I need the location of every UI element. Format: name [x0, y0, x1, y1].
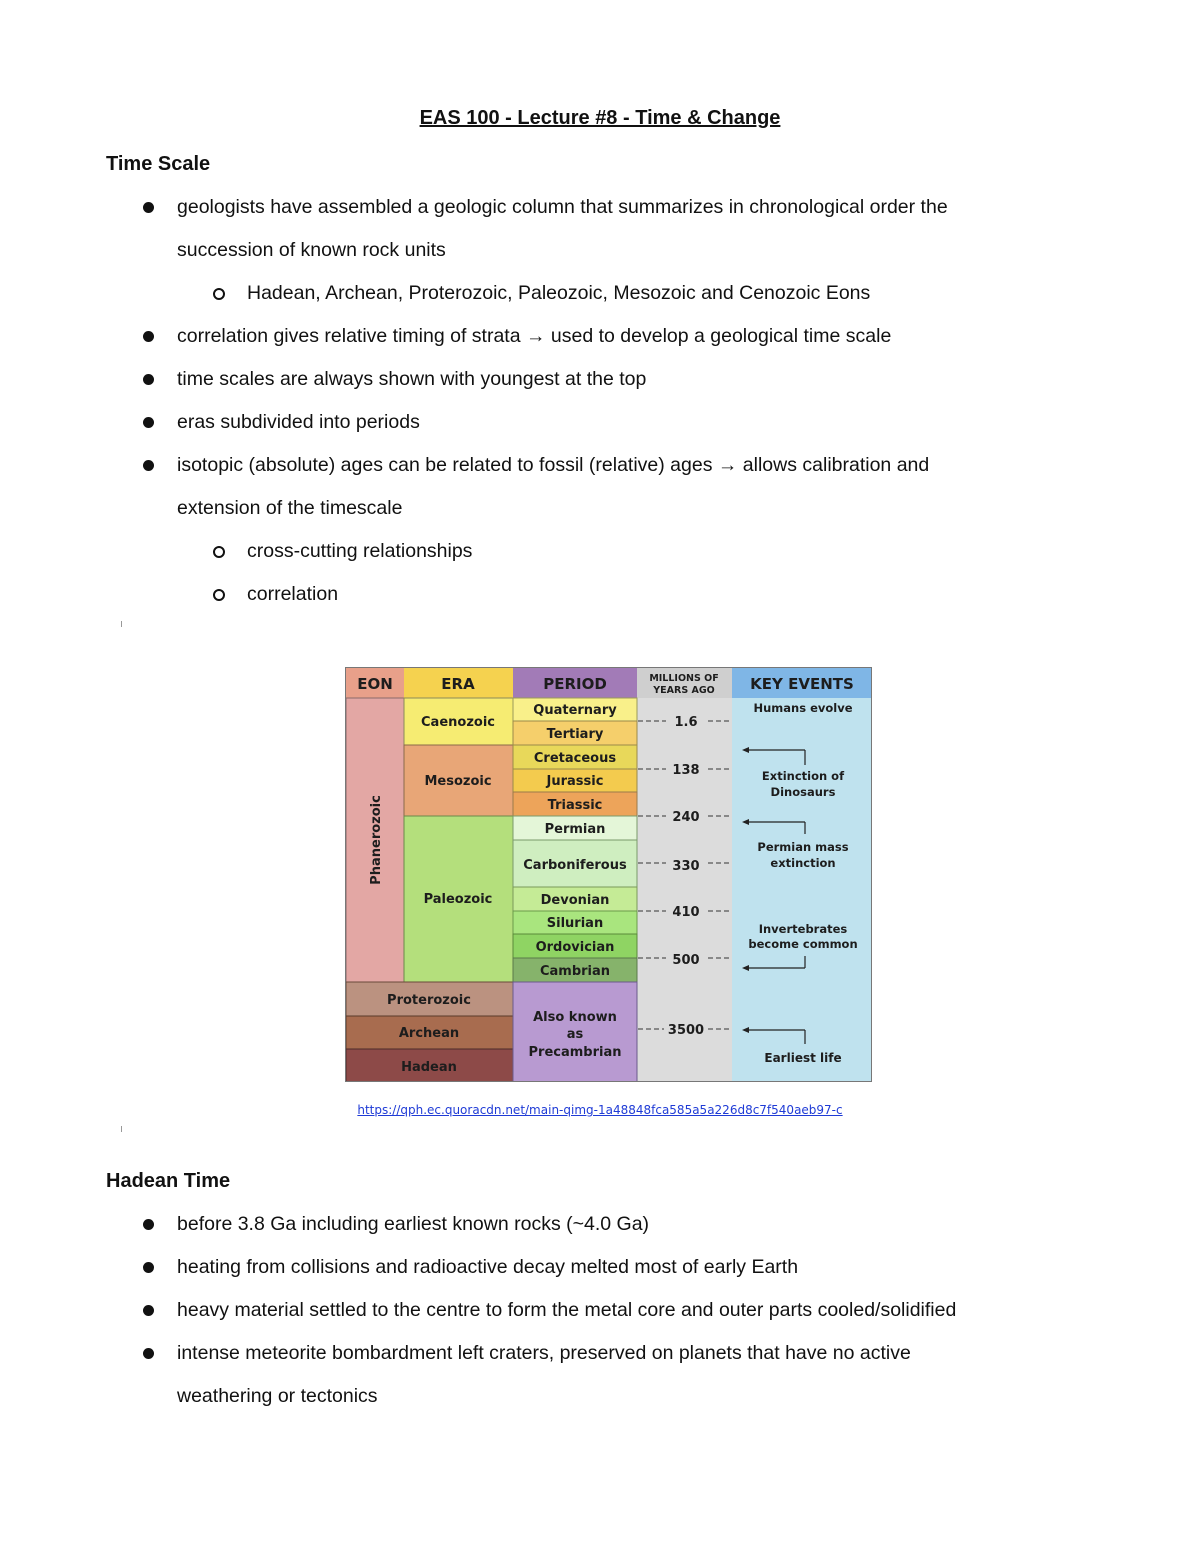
hollow-bullet-icon [213, 288, 225, 300]
bullet-icon [143, 460, 154, 471]
list-item-continuation: succession of known rock units [177, 239, 446, 261]
bullet-icon [143, 1305, 154, 1316]
event-permian-line1: Permian mass [757, 840, 849, 854]
list-item: eras subdivided into periods [140, 401, 948, 444]
events-column [732, 698, 872, 1082]
event-earliest-life: Earliest life [764, 1051, 842, 1065]
precambrian-line1: Also known [533, 1010, 617, 1025]
period-permian-label: Permian [544, 822, 606, 837]
list-item: before 3.8 Ga including earliest known rocks (~4.0 Ga) [140, 1203, 956, 1246]
header-mya-line2: YEARS AGO [653, 685, 715, 696]
bullet-icon [143, 202, 154, 213]
section-heading-hadean-time: Hadean Time [106, 1170, 231, 1192]
age-label-330: 330 [672, 859, 700, 874]
age-label-1-6: 1.6 [674, 715, 698, 730]
period-tertiary-label: Tertiary [546, 727, 604, 742]
era-mesozoic-label: Mesozoic [424, 774, 492, 789]
event-dinosaurs-line1: Extinction of [761, 769, 845, 783]
list-item: time scales are always shown with youngest at the top [140, 358, 948, 401]
header-period: PERIOD [543, 675, 607, 693]
time-scale-bullet-list [140, 186, 948, 616]
list-item: geologists have assembled a geologic column that summarizes in chronological order the [140, 186, 948, 229]
list-item: intense meteorite bombardment left craters, preserved on planets that have no active [140, 1332, 956, 1375]
geologic-time-scale-figure [345, 667, 872, 1082]
image-source-link[interactable]: https://qph.ec.quoracdn.net/main-qimg-1a48848fca585a5a226d8c7f540aeb97-c [357, 1103, 843, 1117]
period-carboniferous-label: Carboniferous [523, 858, 627, 873]
list-item: heavy material settled to the centre to form the metal core and outer parts cooled/solidified [140, 1289, 956, 1332]
period-quaternary-label: Quaternary [533, 703, 617, 718]
bullet-icon [143, 417, 154, 428]
bullet-icon [143, 374, 154, 385]
section-heading-time-scale: Time Scale [106, 153, 211, 175]
period-cretaceous-label: Cretaceous [533, 751, 617, 766]
bullet-icon [143, 1348, 154, 1359]
eon-hadean-label: Hadean [401, 1060, 457, 1075]
sub-list-item: cross-cutting relationships [140, 530, 948, 573]
hollow-bullet-icon [213, 546, 225, 558]
age-label-410: 410 [672, 905, 700, 920]
age-label-3500: 3500 [667, 1023, 705, 1038]
bullet-icon [143, 331, 154, 342]
period-devonian-label: Devonian [540, 893, 610, 908]
precambrian-line2: as [566, 1027, 584, 1042]
header-mya-line1: MILLIONS OF [649, 673, 719, 684]
event-humans-evolve: Humans evolve [753, 701, 853, 715]
list-item: correlation gives relative timing of strata → used to develop a geological time scale [140, 315, 948, 358]
event-permian-line2: extinction [770, 856, 836, 870]
list-item: isotopic (absolute) ages can be related to fossil (relative) ages → allows calibration and [140, 444, 948, 487]
age-label-240: 240 [672, 810, 700, 825]
header-events: KEY EVENTS [750, 675, 854, 693]
period-triassic-label: Triassic [547, 798, 603, 813]
period-ordovician-label: Ordovician [535, 940, 615, 955]
hadean-bullet-list [140, 1203, 956, 1418]
paragraph-mark [121, 621, 122, 627]
event-invertebrates-line1: Invertebrates [758, 922, 848, 936]
event-dinosaurs-line2: Dinosaurs [770, 785, 836, 799]
period-jurassic-label: Jurassic [546, 774, 604, 789]
hollow-bullet-icon [213, 589, 225, 601]
header-eon: EON [357, 675, 393, 693]
paragraph-mark [121, 1126, 122, 1132]
age-label-138: 138 [672, 763, 700, 778]
precambrian-line3: Precambrian [528, 1045, 622, 1060]
eon-archean-label: Archean [398, 1026, 460, 1041]
header-era: ERA [441, 675, 475, 693]
bullet-icon [143, 1262, 154, 1273]
age-label-500: 500 [672, 953, 700, 968]
list-item: heating from collisions and radioactive decay melted most of early Earth [140, 1246, 956, 1289]
event-invertebrates-line2: become common [748, 937, 858, 951]
sub-list-item: correlation [140, 573, 948, 616]
list-item-continuation: weathering or tectonics [177, 1385, 378, 1407]
list-item-continuation: extension of the timescale [177, 497, 403, 519]
era-caenozoic-label: Caenozoic [421, 715, 495, 730]
bullet-icon [143, 1219, 154, 1230]
period-cambrian-label: Cambrian [539, 964, 611, 979]
era-paleozoic-label: Paleozoic [423, 892, 493, 907]
eon-phanerozoic-label: Phanerozoic [369, 795, 384, 885]
sub-list-item: Hadean, Archean, Proterozoic, Paleozoic, Mesozoic and Cenozoic Eons [140, 272, 948, 315]
page-title: EAS 100 - Lecture #8 - Time & Change [419, 107, 781, 129]
eon-proterozoic-label: Proterozoic [387, 993, 471, 1008]
period-silurian-label: Silurian [546, 916, 604, 931]
